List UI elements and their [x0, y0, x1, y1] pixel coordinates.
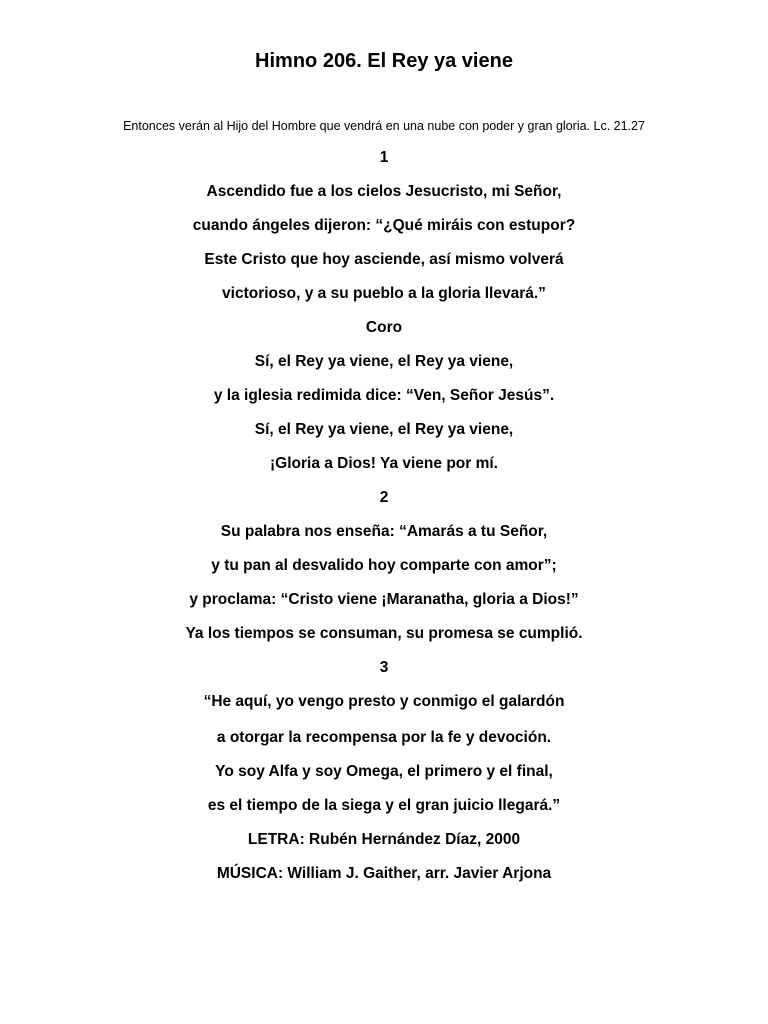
lyrics-credit: LETRA: Rubén Hernández Díaz, 2000: [247, 831, 521, 848]
verse-number-1: 1: [379, 149, 389, 166]
hymn-line: “He aquí, yo vengo presto y conmigo el galardón: [203, 693, 565, 710]
hymn-line: es el tiempo de la siega y el gran juicio llegará.”: [207, 797, 561, 814]
hymn-line: Ya los tiempos se consuman, su promesa se cumplió.: [185, 625, 583, 642]
hymn-line: cuando ángeles dijeron: “¿Qué miráis con estupor?: [192, 217, 576, 234]
hymn-line: Yo soy Alfa y soy Omega, el primero y el final,: [215, 763, 553, 780]
hymn-line: y proclama: “Cristo viene ¡Maranatha, gloria a Dios!”: [189, 591, 579, 608]
chorus-heading: Coro: [365, 319, 403, 336]
hymn-line: ¡Gloria a Dios! Ya viene por mí.: [270, 455, 498, 472]
hymn-line: Este Cristo que hoy asciende, así mismo volverá: [204, 251, 564, 268]
hymn-line: Ascendido fue a los cielos Jesucristo, mi Señor,: [206, 183, 562, 200]
hymn-title: Himno 206. El Rey ya viene: [255, 50, 513, 72]
hymn-line: y la iglesia redimida dice: “Ven, Señor Jesús”.: [213, 387, 555, 404]
hymn-line: Su palabra nos enseña: “Amarás a tu Señor,: [220, 523, 548, 540]
hymn-line: Sí, el Rey ya viene, el Rey ya viene,: [254, 421, 514, 438]
scripture-epigraph: Entonces verán al Hijo del Hombre que vendrá en una nube con poder y gran gloria. Lc. 21.27: [123, 119, 645, 133]
hymn-line: y tu pan al desvalido hoy comparte con amor”;: [211, 557, 557, 574]
verse-number-3: 3: [379, 659, 389, 676]
verse-number-2: 2: [379, 489, 389, 506]
hymn-line: victorioso, y a su pueblo a la gloria llevará.”: [222, 285, 546, 302]
hymn-line: a otorgar la recompensa por la fe y devoción.: [216, 729, 552, 746]
music-credit: MÚSICA: William J. Gaither, arr. Javier Arjona: [216, 865, 552, 882]
hymn-line: Sí, el Rey ya viene, el Rey ya viene,: [254, 353, 514, 370]
